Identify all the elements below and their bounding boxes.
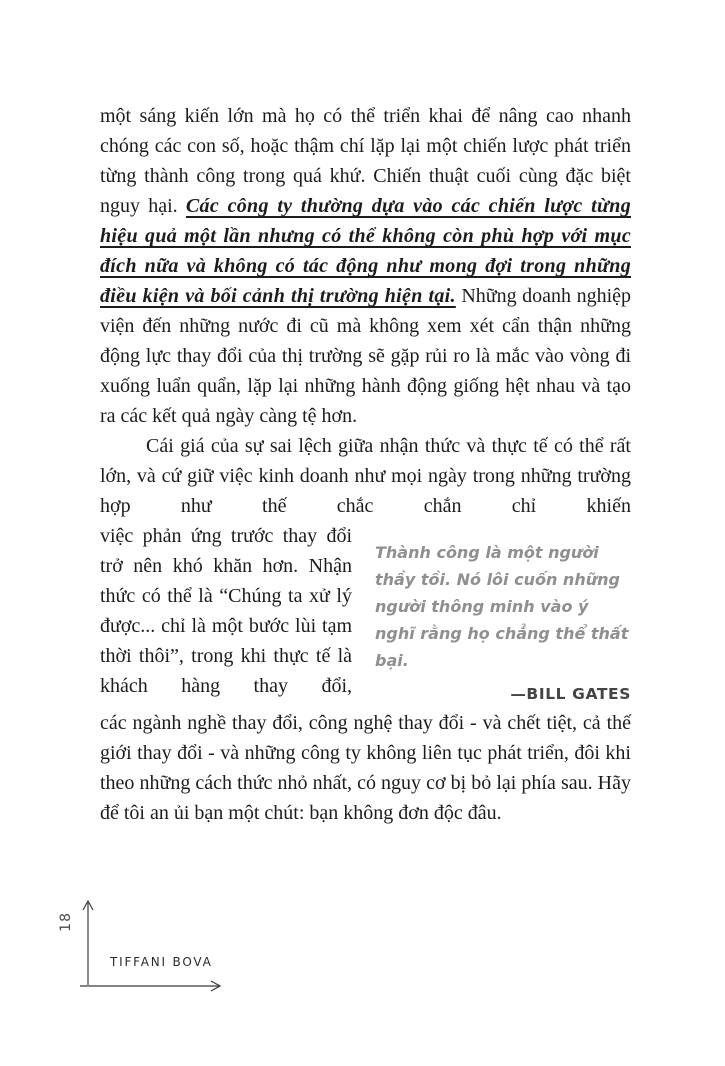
paragraph-2-wrap-row [100,521,631,708]
page-number: 18 [58,912,74,932]
paragraph-2-bottom: các ngành nghề thay đổi, công nghệ thay đổi - và chết tiệt, cả thế giới thay đổi - và những công ty không liên tục phát triển, đôi khi theo những cách thức nhỏ nhất, có nguy cơ bị bỏ lại phía sau. Hãy để tôi an ủi bạn một chút: bạn không đơn độc đâu. [100,712,631,824]
paragraph-2-top: Cái giá của sự sai lệch giữa nhận thức và thực tế có thể rất lớn, và cứ giữ việc kinh doanh như mọi ngày trong những trường hợp như thế chắc chắn chỉ khiến [100,435,631,517]
pull-quote-attribution: —BILL GATES [510,685,631,703]
paragraph-2 [100,431,631,828]
paragraph-1 [100,101,631,431]
up-arrow-icon [83,901,93,985]
emphasized-handwritten-text: Các công ty thường dựa vào các chiến lược từng hiệu quả một lần nhưng có thể không còn phù hợp với mục đích nữa và không có tác động như mong đợi trong những điều kiện và bối cảnh thị trường hiện tại. [100,195,632,307]
paragraph-2-narrow-column: việc phản ứng trước thay đổi trở nên khó khăn hơn. Nhận thức có thể là “Chúng ta xử lý được... chỉ là một bước lùi tạm thời thôi”, trong khi thực tế là khách hàng thay đổi, [100,525,352,697]
author-footer: TIFFANI BOVA [110,955,213,969]
paragraph-1-text-start: một sáng kiến lớn mà họ có thể triển khai để nâng cao nhanh chóng các con số, hoặc thậm chí lặp lại một chiến lược phát triển từng thành công trong quá khứ. Chiến thuật cuối cùng đặc biệt nguy hại. [100,105,631,217]
pull-quote-text: Thành công là một người thầy tồi. Nó lôi cuốn những người thông minh vào ý nghĩ rằng họ chẳng thể thất bại. [375,543,629,670]
pull-quote [375,539,631,708]
body-text [100,101,631,828]
corner-arrows-decoration [79,897,229,992]
right-arrow-icon [80,981,220,991]
paragraph-1-text-end: Những doanh nghiệp viện đến những nước đi cũ mà không xem xét cẩn thận những động lực thay đổi của thị trường sẽ gặp rủi ro là mắc vào vòng đi xuống luẩn quẩn, lặp lại những hành động giống hệt nhau và tạo ra các kết quả ngày càng tệ hơn. [100,285,632,427]
